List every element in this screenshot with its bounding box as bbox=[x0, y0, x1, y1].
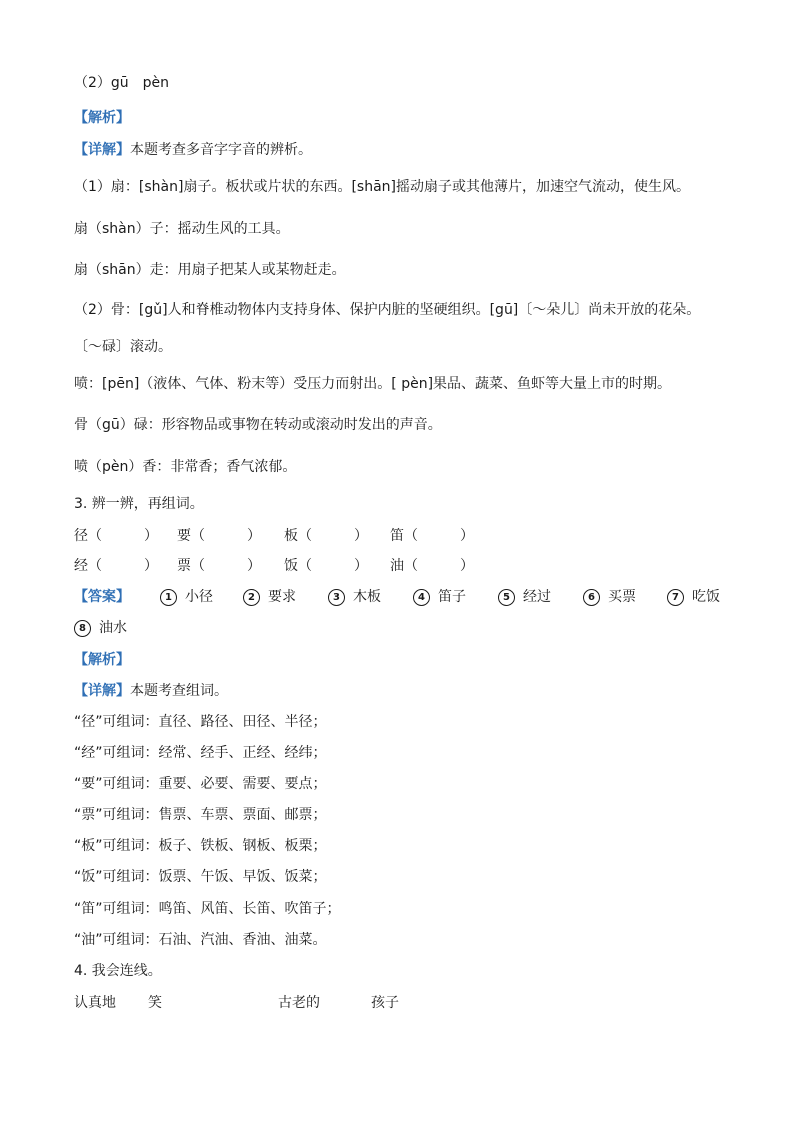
answer-item: 7 吃饭 bbox=[667, 586, 720, 606]
q3-blank: 油（ ） bbox=[390, 558, 474, 574]
word-group-line: “饭”可组词：饭票、午饭、早饭、饭菜； bbox=[74, 869, 327, 885]
answer-item: 1 小径 bbox=[160, 586, 213, 606]
circled-number: 1 bbox=[160, 589, 177, 606]
detail-text: 本题考查组词。 bbox=[130, 683, 228, 699]
pen-example: 喷（pèn）香：非常香；香气浓郁。 bbox=[74, 459, 297, 475]
match-word: 孩子 bbox=[371, 995, 399, 1011]
answer-item: 6 买票 bbox=[583, 586, 636, 606]
detail-line bbox=[74, 140, 312, 160]
word-group-line: “经”可组词：经常、经手、正经、经纬； bbox=[74, 745, 327, 761]
word-group-line: “票”可组词：售票、车票、票面、邮票； bbox=[74, 807, 327, 823]
word-group-line: “油”可组词：石油、汽油、香油、油菜。 bbox=[74, 932, 327, 948]
detail-label: 【详解】 bbox=[74, 683, 130, 699]
circled-number: 8 bbox=[74, 620, 91, 637]
gu-definition: （2）骨：[gǔ]人和脊椎动物体内支持身体、保护内脏的坚硬组织。[gū]〔～朵儿〕尚未开放的花朵。 bbox=[74, 302, 701, 318]
match-word: 古老的 bbox=[278, 995, 320, 1011]
match-word: 笑 bbox=[148, 995, 162, 1011]
gu-example: 骨（gū）碌：形容物品或事物在转动或滚动时发出的声音。 bbox=[74, 417, 442, 433]
word-group-line: “径”可组词：直径、路径、田径、半径； bbox=[74, 714, 327, 730]
q3-blank: 经（ ） bbox=[74, 558, 158, 574]
gu-definition-2: 〔～碌〕滚动。 bbox=[74, 339, 172, 355]
q3-blank: 票（ ） bbox=[177, 558, 261, 574]
detail-text: 本题考查多音字字音的辨析。 bbox=[130, 142, 312, 158]
q3-blank: 要（ ） bbox=[177, 528, 261, 544]
answer-item: 4 笛子 bbox=[413, 586, 466, 606]
q3-blank: 板（ ） bbox=[284, 528, 368, 544]
circled-number: 6 bbox=[583, 589, 600, 606]
word-group-line: “板”可组词：板子、铁板、钢板、板栗； bbox=[74, 838, 327, 854]
shan-example-2: 扇（shān）走：用扇子把某人或某物赶走。 bbox=[74, 262, 346, 278]
match-word: 认真地 bbox=[74, 995, 116, 1011]
word-group-line: “笛”可组词：鸣笛、风笛、长笛、吹笛子； bbox=[74, 901, 341, 917]
q2-pinyin-answer: （2）gū pèn bbox=[74, 75, 170, 91]
circled-number: 3 bbox=[328, 589, 345, 606]
detail-line bbox=[74, 681, 228, 701]
q3-blank: 饭（ ） bbox=[284, 558, 368, 574]
answer-item: 5 经过 bbox=[498, 586, 551, 606]
q4-title: 4. 我会连线。 bbox=[74, 963, 162, 979]
answer-label: 【答案】 bbox=[74, 589, 130, 605]
answer-item: 2 要求 bbox=[243, 586, 296, 606]
shan-example-1: 扇（shàn）子：摇动生风的工具。 bbox=[74, 221, 290, 237]
analysis-label: 【解析】 bbox=[74, 652, 130, 668]
word-group-line: “要”可组词：重要、必要、需要、要点； bbox=[74, 776, 327, 792]
answer-item: 8 油水 bbox=[74, 618, 127, 638]
q3-blank: 笛（ ） bbox=[390, 528, 474, 544]
circled-number: 2 bbox=[243, 589, 260, 606]
shan-definition: （1）扇：[shàn]扇子。板状或片状的东西。[shān]摇动扇子或其他薄片，加速空气流动，使生风。 bbox=[74, 179, 690, 195]
circled-number: 7 bbox=[667, 589, 684, 606]
circled-number: 4 bbox=[413, 589, 430, 606]
circled-number: 5 bbox=[498, 589, 515, 606]
q3-blank: 径（ ） bbox=[74, 528, 158, 544]
q3-title: 3. 辨一辨，再组词。 bbox=[74, 496, 204, 512]
pen-definition: 喷：[pēn]（液体、气体、粉末等）受压力而射出。[ pèn]果品、蔬菜、鱼虾等大量上市的时期。 bbox=[74, 376, 672, 392]
analysis-label: 【解析】 bbox=[74, 110, 130, 126]
answer-item: 3 木板 bbox=[328, 586, 381, 606]
detail-label: 【详解】 bbox=[74, 142, 130, 158]
